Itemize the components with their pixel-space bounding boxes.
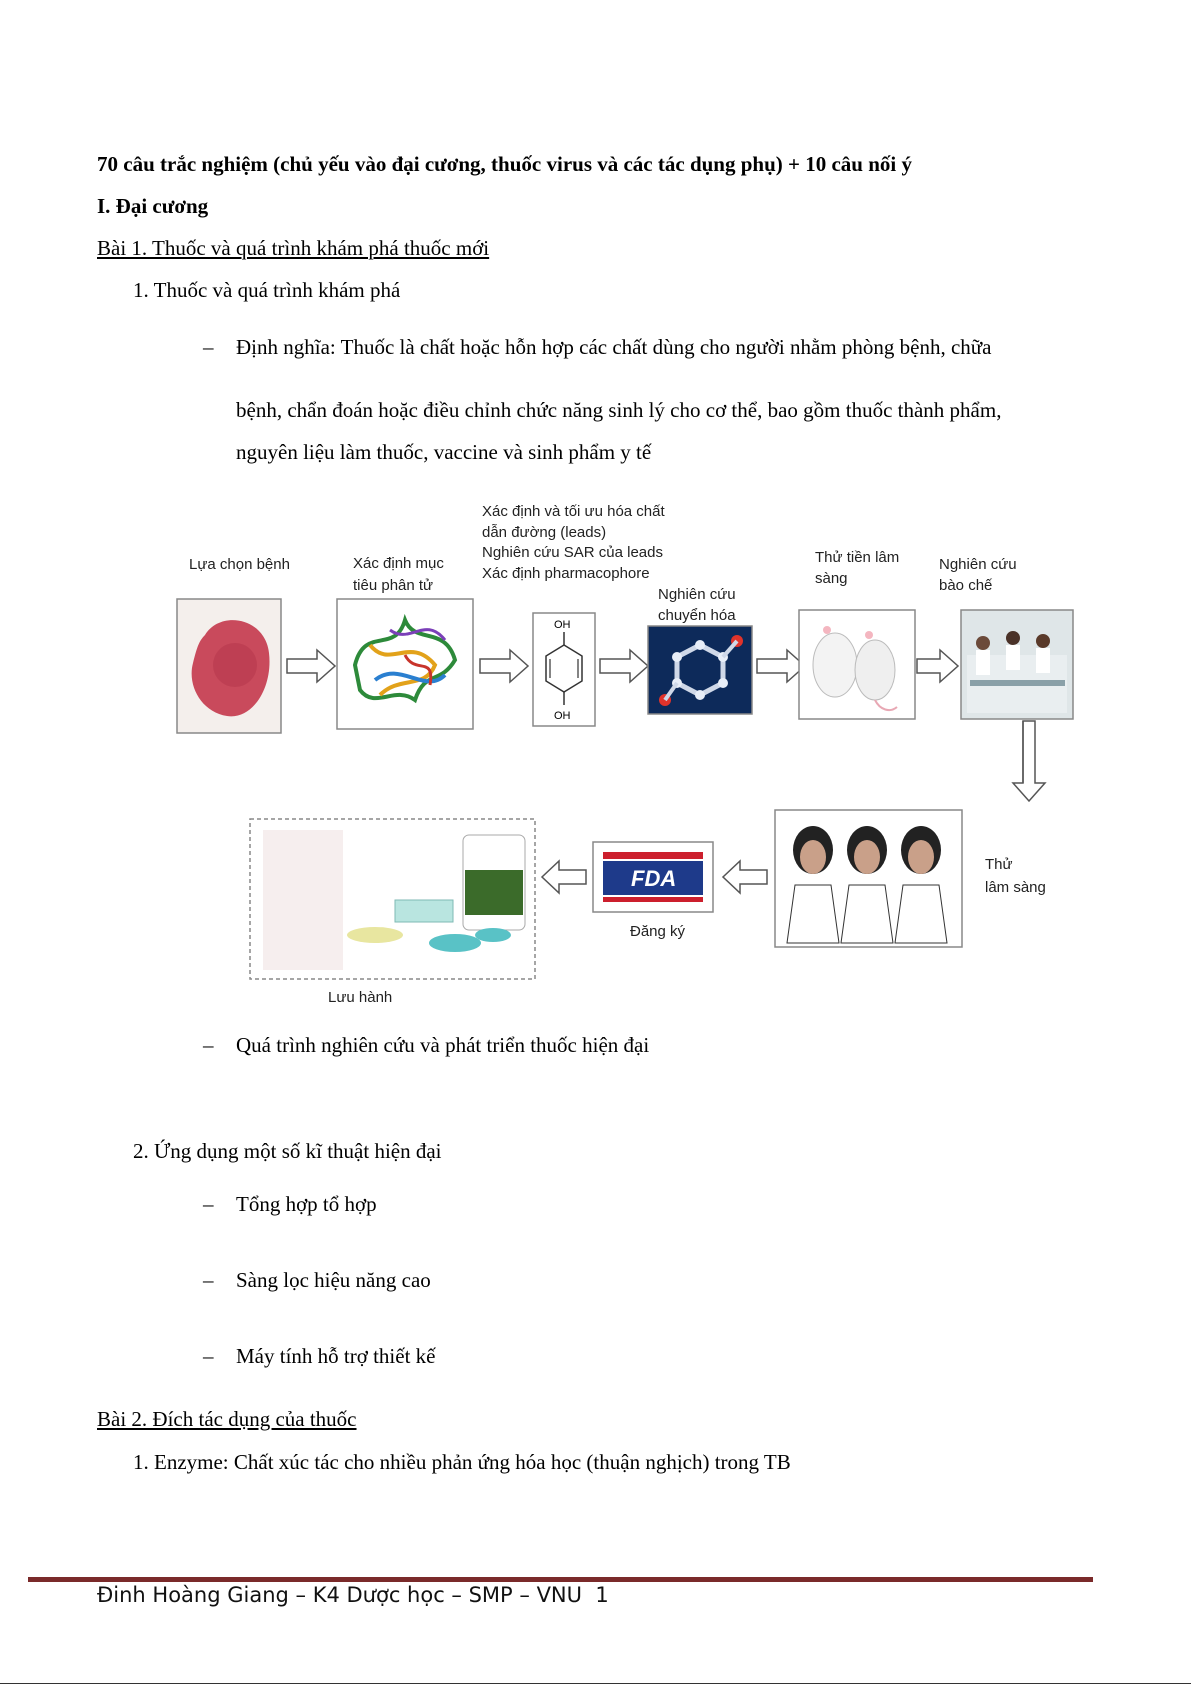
svg-text:OH: OH [554, 710, 571, 722]
lab-mice-image [799, 610, 915, 719]
label-clinical-a: Thử [985, 856, 1013, 873]
arrow-icon [1013, 721, 1045, 801]
dash-bullet: – [203, 1192, 214, 1216]
label-registration: Đăng ký [630, 923, 686, 940]
svg-text:FDA: FDA [631, 866, 677, 891]
bullet-high-throughput-screening: Sàng lọc hiệu năng cao [236, 1268, 431, 1292]
label-leads-c: Nghiên cứu SAR của leads [482, 544, 663, 561]
arrow-icon [542, 861, 586, 893]
protein-structure-image [337, 599, 473, 729]
marketed-drugs-image [250, 819, 535, 979]
bullet-combinatorial-synthesis: Tổng hợp tổ hợp [236, 1192, 377, 1216]
molecule-3d-image [648, 626, 752, 714]
lesson-1-item-1: 1. Thuốc và quá trình khám phá [133, 278, 401, 302]
footer-author: Đinh Hoàng Giang – K4 Dược học – SMP – VNU [97, 1583, 583, 1607]
footer-rule [28, 1577, 1093, 1582]
bullet-computer-aided-design: Máy tính hỗ trợ thiết kế [236, 1344, 436, 1368]
document-heading: 70 câu trắc nghiệm (chủ yếu vào đại cương, thuốc virus và các tác dụng phụ) + 10 câu nối ý [97, 152, 912, 176]
figure-caption: Quá trình nghiên cứu và phát triển thuốc hiện đại [236, 1033, 650, 1057]
page-footer [97, 1583, 609, 1607]
drug-discovery-diagram [175, 495, 1075, 1020]
lesson-1-item-2: 2. Ứng dụng một số kĩ thuật hiện đại [133, 1139, 442, 1163]
fda-logo [593, 842, 713, 912]
lesson-2-item-1: 1. Enzyme: Chất xúc tác cho nhiều phản ứng hóa học (thuận nghịch) trong TB [133, 1450, 791, 1474]
arrow-icon [757, 650, 805, 682]
hydroquinone-structure [533, 613, 595, 726]
definition-line-1: Định nghĩa: Thuốc là chất hoặc hỗn hợp các chất dùng cho người nhằm phòng bệnh, chữa [236, 335, 992, 359]
label-marketing: Lưu hành [328, 989, 393, 1006]
label-metabolism-b: chuyển hóa [658, 607, 736, 624]
label-preclinical-b: sàng [815, 570, 848, 587]
lab-workers-image [961, 610, 1073, 719]
svg-text:OH: OH [554, 619, 571, 631]
label-choose-disease: Lựa chọn bệnh [189, 556, 290, 573]
dash-bullet: – [203, 1344, 214, 1368]
label-preclinical-a: Thử tiền lâm [815, 549, 900, 566]
arrow-icon [917, 650, 958, 682]
label-clinical-b: lâm sàng [985, 879, 1046, 896]
dash-bullet: – [203, 1268, 214, 1292]
label-leads-b: dẫn đường (leads) [482, 524, 607, 541]
dash-bullet: – [203, 335, 214, 359]
section-title: I. Đại cương [97, 194, 209, 218]
label-leads-d: Xác định pharmacophore [482, 565, 650, 582]
label-target-b: tiêu phân tử [353, 577, 434, 594]
label-formulation-a: Nghiên cứu [939, 556, 1017, 573]
bottom-rule [0, 1683, 1191, 1684]
dash-bullet: – [203, 1033, 214, 1057]
lesson-1-title: Bài 1. Thuốc và quá trình khám phá thuốc mới [97, 236, 490, 260]
definition-line-2: bệnh, chẩn đoán hoặc điều chỉnh chức năng sinh lý cho cơ thể, bao gồm thuốc thành phẩm, [236, 398, 1002, 422]
label-leads-a: Xác định và tối ưu hóa chất [482, 503, 665, 520]
clinical-people-image [775, 810, 962, 947]
arrow-icon [723, 861, 767, 893]
label-formulation-b: bào chế [939, 577, 993, 594]
definition-line-3: nguyên liệu làm thuốc, vaccine và sinh phẩm y tế [236, 440, 652, 464]
arrow-icon [480, 650, 528, 682]
label-metabolism-a: Nghiên cứu [658, 586, 736, 603]
page-number: 1 [595, 1583, 609, 1607]
arrow-icon [287, 650, 335, 682]
lesson-2-title: Bài 2. Đích tác dụng của thuốc [97, 1407, 357, 1431]
arrow-icon [600, 650, 648, 682]
label-target-a: Xác định mục [353, 555, 444, 572]
disease-image [177, 599, 281, 733]
